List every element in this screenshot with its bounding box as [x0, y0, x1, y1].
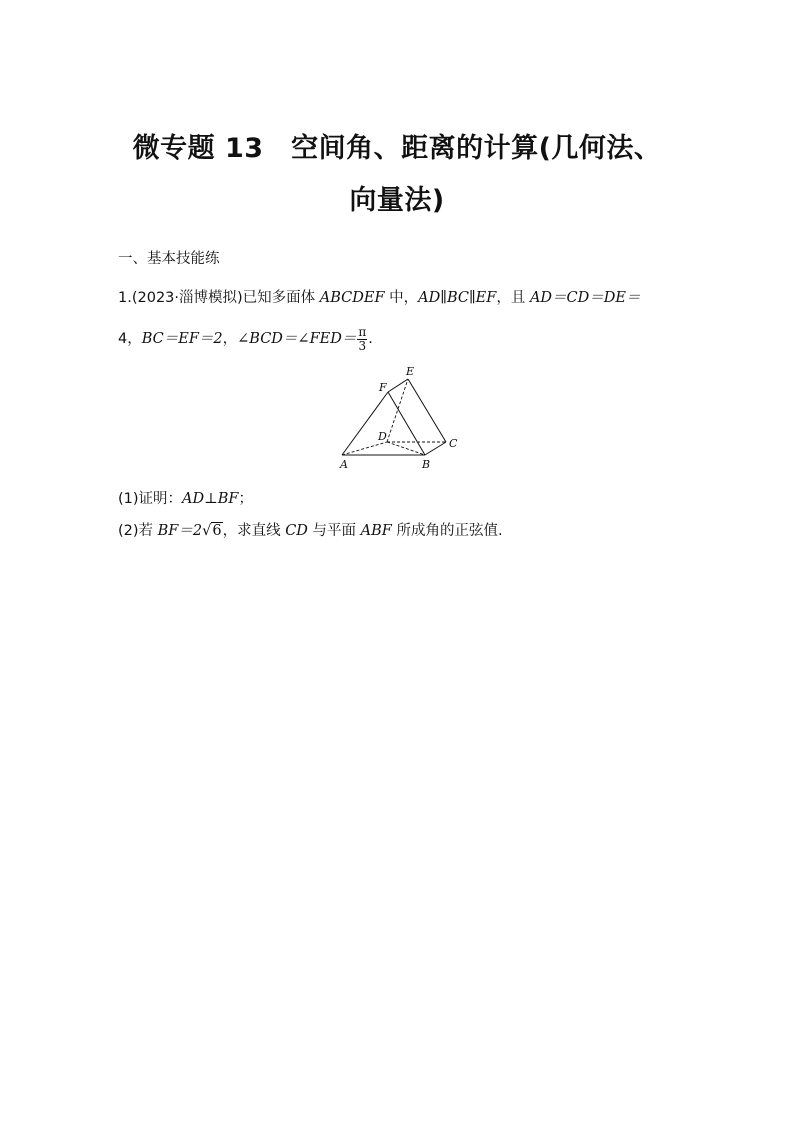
- parallel-statement: AD∥BC∥EF: [418, 290, 497, 306]
- label-d: D: [378, 430, 387, 443]
- part2-eq: ＝2: [178, 523, 203, 539]
- text-in: 中，: [384, 290, 419, 306]
- edge-db-hidden: [387, 442, 425, 455]
- problem-1-line-1: [118, 286, 640, 307]
- angle-statement: ∠BCD＝∠FED＝: [237, 331, 357, 348]
- part2-abf: ABF: [360, 523, 392, 539]
- part-1: [118, 487, 253, 508]
- edge-ad-hidden: [342, 442, 387, 455]
- edge-ec: [408, 379, 446, 442]
- fraction-numerator: π: [358, 325, 367, 339]
- line2-start: 4，: [118, 331, 142, 348]
- problem-intro: 已知多面体: [242, 290, 320, 306]
- label-c: C: [449, 437, 458, 450]
- equality-statement-2: BC＝EF＝2: [141, 331, 223, 348]
- label-e: E: [406, 365, 415, 378]
- part2-end: 所成角的正弦值.: [391, 523, 503, 539]
- part1-end: ；: [238, 491, 253, 507]
- page-title-line-1: 微专题 13 空间角、距离的计算(几何法、: [132, 133, 662, 164]
- part-2: [118, 519, 503, 540]
- text-end: .: [368, 331, 373, 348]
- sqrt-radicand: 6: [212, 523, 222, 539]
- part2-mid: ，求直线: [222, 523, 286, 539]
- part2-bf: BF: [157, 523, 179, 539]
- part2-prefix: (2)若: [118, 523, 158, 539]
- pi-over-3-fraction: [357, 326, 367, 352]
- edge-bc: [425, 442, 446, 455]
- part1-expression: AD⊥BF: [182, 491, 239, 507]
- page-title-line-2: 向量法): [349, 185, 445, 216]
- label-a: A: [340, 458, 348, 471]
- section-heading: 一、基本技能练: [118, 251, 220, 267]
- edge-fb: [388, 392, 425, 455]
- part2-mid2: 与平面: [307, 523, 361, 539]
- polyhedron-figure: [330, 362, 470, 474]
- problem-source: (2023·淄博模拟): [131, 290, 243, 306]
- text-and: ，且: [496, 290, 530, 306]
- part2-cd: CD: [285, 523, 308, 539]
- part1-prefix: (1)证明：: [118, 491, 183, 507]
- edge-af: [342, 392, 388, 455]
- equality-statement-1: AD＝CD＝DE＝: [529, 290, 641, 306]
- fraction-denominator: 3: [358, 338, 367, 353]
- problem-number: 1.: [118, 290, 132, 306]
- label-b: B: [422, 458, 431, 471]
- solid-name: ABCDEF: [319, 290, 385, 306]
- sqrt-six: √6: [202, 523, 222, 539]
- problem-1-line-2: [118, 326, 373, 352]
- text-comma: ，: [222, 331, 238, 348]
- edge-fe: [388, 379, 408, 392]
- edge-de-hidden: [387, 379, 408, 442]
- label-f: F: [379, 381, 387, 394]
